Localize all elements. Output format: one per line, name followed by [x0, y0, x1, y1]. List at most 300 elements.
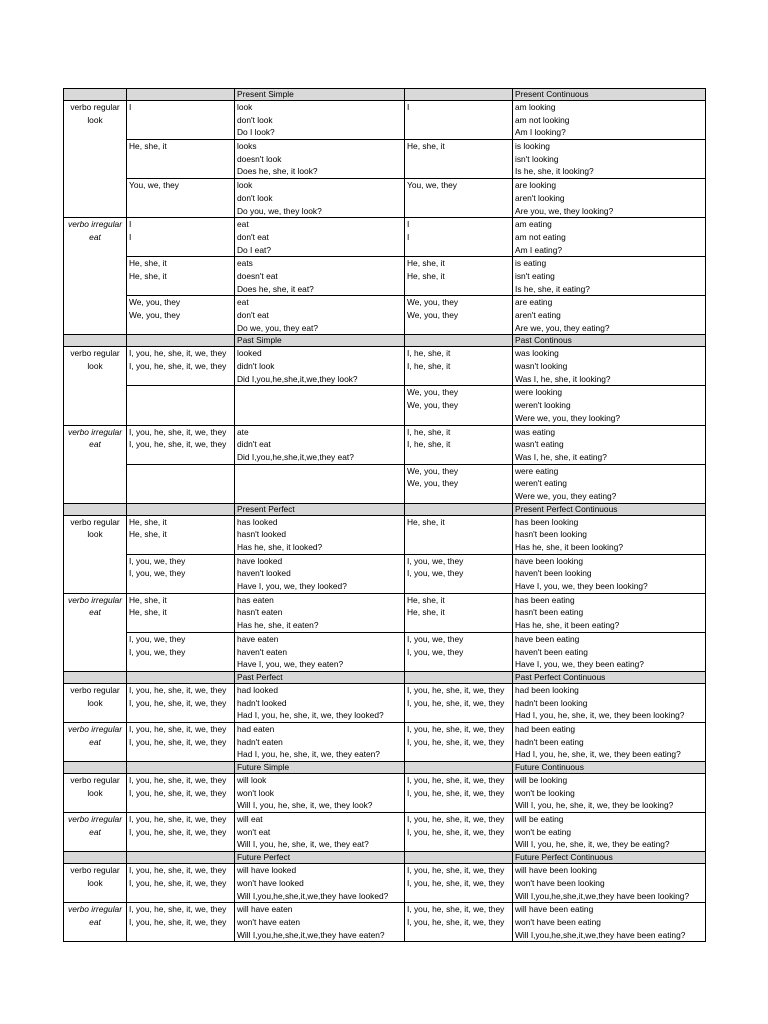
subject-line: I: [129, 219, 132, 230]
verb-type-label: verbo irregular: [68, 814, 122, 825]
subjects-cell: [405, 347, 513, 386]
subjects-cell: [405, 722, 513, 761]
forms-cell: [513, 683, 706, 722]
subjects-cell: [127, 632, 235, 671]
form-line: Is he, she, it eating?: [515, 283, 590, 294]
form-line: [237, 412, 404, 425]
form-line: hadn't been eating: [515, 736, 584, 747]
subjects-cell: [127, 593, 235, 632]
subjects-cell: [405, 864, 513, 903]
tense-heading-left: Future Simple: [235, 762, 405, 774]
subject-line: I, you, he, she, it, we, they: [407, 904, 505, 915]
form-line: Does he, she, it eat?: [237, 283, 314, 294]
verb-name-label: eat: [89, 736, 101, 747]
form-line: Has he, she, it eaten?: [237, 620, 319, 631]
verb-name-label: look: [87, 697, 103, 708]
form-line: has eaten: [237, 594, 274, 605]
conjugation-row: [64, 464, 706, 503]
conjugation-row: [64, 813, 706, 852]
form-line: looks: [237, 141, 257, 152]
form-line: won't be looking: [515, 787, 575, 798]
form-line: hasn't been looking: [515, 529, 587, 540]
forms-cell: [513, 464, 706, 503]
form-line: hasn't looked: [237, 529, 287, 540]
subject-line: I: [407, 102, 410, 112]
form-line: am not eating: [515, 231, 566, 242]
subject-line: He, she, it: [129, 607, 167, 618]
form-line: have looked: [237, 555, 283, 566]
form-line: won't have been eating: [515, 916, 601, 927]
header-blank: [127, 762, 235, 774]
subjects-cell: [127, 386, 235, 425]
form-line: won't have looked: [237, 877, 304, 888]
subjects-cell: [405, 632, 513, 671]
header-blank: [127, 852, 235, 864]
form-line: weren't eating: [515, 478, 567, 489]
subject-line: I, you, he, she, it, we, they: [129, 348, 227, 359]
form-line: have been looking: [515, 555, 583, 566]
subject-line: We, you, they: [407, 478, 459, 489]
forms-cell: [235, 257, 405, 296]
forms-cell: [235, 813, 405, 852]
header-blank: [64, 335, 127, 347]
form-line: Will I, you, he, she, it, we, they look?: [237, 800, 373, 811]
form-line: won't have been looking: [515, 877, 605, 888]
subject-line: I, you, he, she, it, we, they: [129, 426, 227, 437]
form-line: don't look: [237, 192, 273, 203]
forms-cell: [235, 179, 405, 218]
form-line: had eaten: [237, 723, 275, 734]
subject-line: I, you, he, she, it, we, they: [407, 697, 505, 708]
forms-cell: [513, 813, 706, 852]
form-line: Is he, she, it looking?: [515, 166, 594, 177]
form-line: Had I, you, he, she, it, we, they looked?: [237, 710, 384, 721]
form-line: [237, 465, 404, 478]
subjects-cell: [127, 864, 235, 903]
form-line: Do I eat?: [237, 244, 271, 255]
form-line: will be eating: [515, 814, 564, 825]
subject-line: I, you, he, she, it, we, they: [407, 865, 505, 876]
tense-table: [63, 88, 706, 942]
forms-cell: [513, 296, 706, 335]
subject-line: I, you, he, she, it, we, they: [129, 736, 227, 747]
form-line: Does he, she, it look?: [237, 166, 318, 177]
verb-label: [64, 774, 127, 813]
subjects-cell: [127, 903, 235, 942]
subject-line: I, you, he, she, it, we, they: [129, 787, 227, 798]
subjects-cell: [405, 140, 513, 179]
subject-line: I, you, he, she, it, we, they: [407, 775, 505, 785]
conjugation-row: [64, 593, 706, 632]
subject-line: I: [407, 231, 410, 242]
header-blank: [405, 671, 513, 683]
form-line: Had I, you, he, she, it, we, they been eating?: [515, 749, 681, 760]
subjects-cell: [127, 101, 235, 140]
form-line: were looking: [515, 387, 563, 398]
header-blank: [405, 89, 513, 101]
subject-line: He, she, it: [129, 594, 167, 605]
form-line: has been looking: [515, 516, 579, 527]
subject-line: [129, 114, 234, 127]
subjects-cell: [127, 683, 235, 722]
forms-cell: [513, 632, 706, 671]
forms-cell: [513, 554, 706, 593]
verb-label: [64, 903, 127, 942]
conjugation-row: [64, 864, 706, 903]
subject-line: You, we, they: [129, 180, 179, 191]
forms-cell: [513, 179, 706, 218]
subject-line: We, you, they: [407, 465, 459, 476]
header-blank: [405, 852, 513, 864]
subject-line: I, you, he, she, it, we, they: [129, 684, 227, 695]
verb-type-label: verbo irregular: [68, 219, 122, 230]
forms-cell: [513, 257, 706, 296]
tense-heading-right: Future Perfect Continuous: [513, 852, 706, 864]
subjects-cell: [405, 425, 513, 464]
form-line: [237, 399, 404, 412]
verb-name-label: eat: [89, 916, 101, 927]
forms-cell: [235, 864, 405, 903]
subjects-cell: [405, 257, 513, 296]
form-line: Was I, he, she, it looking?: [515, 373, 611, 384]
tense-heading-right: Present Continuous: [513, 89, 706, 101]
verb-type-label: verbo regular: [70, 348, 120, 359]
header-blank: [64, 89, 127, 101]
subject-line: [407, 153, 512, 166]
subjects-cell: [405, 218, 513, 257]
verb-label: [64, 864, 127, 903]
form-line: Did I,you,he,she,it,we,they eat?: [237, 451, 354, 462]
subject-line: We, you, they: [407, 400, 459, 411]
subjects-cell: [405, 813, 513, 852]
form-line: Had I, you, he, she, it, we, they been looking?: [515, 710, 685, 721]
form-line: Do you, we, they look?: [237, 205, 322, 216]
conjugation-row: [64, 774, 706, 813]
header-blank: [64, 762, 127, 774]
subject-line: [129, 153, 234, 166]
form-line: Was I, he, she, it eating?: [515, 451, 607, 462]
header-blank: [127, 335, 235, 347]
header-blank: [127, 89, 235, 101]
form-line: won't be eating: [515, 826, 572, 837]
form-line: Will I,you,he,she,it,we,they have eaten?: [237, 929, 385, 940]
form-line: am eating: [515, 219, 552, 230]
form-line: Has he, she, it been looking?: [515, 542, 624, 552]
form-line: eat: [237, 219, 249, 230]
conjugation-row: [64, 722, 706, 761]
subject-line: I, you, we, they: [129, 633, 186, 644]
form-line: Have I, you, we, they eaten?: [237, 659, 344, 670]
verb-label: [64, 593, 127, 671]
forms-cell: [235, 347, 405, 386]
form-line: aren't eating: [515, 310, 561, 320]
form-line: hadn't been looking: [515, 697, 588, 708]
forms-cell: [513, 425, 706, 464]
form-line: [237, 477, 404, 490]
form-line: Do we, you, they eat?: [237, 322, 319, 333]
form-line: is eating: [515, 258, 547, 269]
form-line: Were we, you, they eating?: [515, 490, 617, 501]
forms-cell: [235, 218, 405, 257]
form-line: will have been looking: [515, 865, 597, 876]
subject-line: [129, 192, 234, 205]
subject-line: I, you, we, they: [129, 568, 186, 579]
conjugation-row: [64, 257, 706, 296]
subject-line: I, you, he, she, it, we, they: [407, 826, 505, 837]
verb-label: [64, 722, 127, 761]
tense-heading-right: Past Continous: [513, 335, 706, 347]
forms-cell: [513, 903, 706, 942]
verb-label: [64, 515, 127, 593]
verb-label: [64, 101, 127, 218]
verb-type-label: verbo regular: [70, 865, 120, 876]
form-line: wasn't looking: [515, 361, 568, 372]
form-line: Had I, you, he, she, it, we, they eaten?: [237, 749, 380, 760]
verb-type-label: verbo irregular: [68, 426, 122, 437]
form-line: had been eating: [515, 723, 576, 734]
tense-header-row: [64, 89, 706, 101]
subject-line: I, you, he, she, it, we, they: [407, 877, 505, 888]
forms-cell: [235, 386, 405, 425]
subject-line: I, you, he, she, it, we, they: [407, 916, 505, 927]
form-line: ate: [237, 426, 249, 437]
subject-line: He, she, it: [407, 141, 445, 152]
subjects-cell: [405, 593, 513, 632]
subject-line: I, you, he, she, it, we, they: [407, 787, 505, 798]
tense-header-row: [64, 335, 706, 347]
conjugation-row: [64, 296, 706, 335]
form-line: will look: [237, 775, 267, 785]
subjects-cell: [127, 140, 235, 179]
verb-name-label: eat: [89, 826, 101, 837]
subject-line: I, you, we, they: [129, 555, 186, 566]
forms-cell: [513, 864, 706, 903]
conjugation-row: [64, 179, 706, 218]
subjects-cell: [127, 218, 235, 257]
form-line: had looked: [237, 684, 278, 695]
verb-name-label: look: [87, 877, 103, 888]
forms-cell: [513, 722, 706, 761]
form-line: Do I look?: [237, 127, 275, 138]
subjects-cell: [127, 347, 235, 386]
form-line: won't eat: [237, 826, 271, 837]
subjects-cell: [127, 296, 235, 335]
subject-line: I, he, she, it: [407, 439, 451, 450]
form-line: eats: [237, 258, 253, 269]
subjects-cell: [405, 903, 513, 942]
subject-line: He, she, it: [407, 270, 445, 281]
subject-line: I, you, he, she, it, we, they: [129, 775, 227, 785]
conjugation-row: [64, 903, 706, 942]
form-line: didn't look: [237, 361, 275, 372]
verb-type-label: verbo regular: [70, 516, 120, 527]
form-line: haven't been looking: [515, 568, 592, 579]
subject-line: He, she, it: [129, 258, 167, 269]
forms-cell: [235, 515, 405, 554]
form-line: will have been eating: [515, 904, 594, 915]
form-line: didn't eat: [237, 439, 271, 450]
subject-line: I, you, we, they: [129, 646, 186, 657]
verb-type-label: verbo irregular: [68, 594, 122, 605]
subject-line: We, you, they: [407, 387, 459, 398]
subject-line: I: [129, 231, 132, 242]
subject-line: [129, 386, 234, 399]
verb-label: [64, 347, 127, 425]
form-line: Did I,you,he,she,it,we,they look?: [237, 373, 358, 384]
form-line: Will I, you, he, she, it, we, they eat?: [237, 839, 369, 850]
form-line: isn't looking: [515, 153, 559, 164]
verb-type-label: verbo regular: [70, 775, 120, 785]
form-line: doesn't look: [237, 153, 282, 164]
form-line: Have I, you, we, they been looking?: [515, 581, 648, 592]
subject-line: I, you, he, she, it, we, they: [129, 697, 227, 708]
subject-line: I, you, we, they: [407, 633, 464, 644]
form-line: Will I,you,he,she,it,we,they have looked?: [237, 890, 389, 901]
tense-heading-right: Past Perfect Continuous: [513, 671, 706, 683]
subjects-cell: [127, 464, 235, 503]
form-line: isn't eating: [515, 270, 555, 281]
subject-line: He, she, it: [407, 607, 445, 618]
form-line: have been eating: [515, 633, 580, 644]
tense-heading-left: Present Perfect: [235, 503, 405, 515]
form-line: eat: [237, 297, 249, 308]
subjects-cell: [127, 813, 235, 852]
subject-line: He, she, it: [129, 516, 167, 527]
tense-header-row: [64, 671, 706, 683]
form-line: have eaten: [237, 633, 279, 644]
subjects-cell: [405, 386, 513, 425]
form-line: Will I,you,he,she,it,we,they have been looking?: [515, 890, 690, 901]
subject-line: I, he, she, it: [407, 361, 451, 372]
forms-cell: [235, 903, 405, 942]
forms-cell: [235, 296, 405, 335]
form-line: don't eat: [237, 310, 269, 320]
conjugation-row: [64, 425, 706, 464]
subject-line: I: [407, 219, 410, 230]
tense-heading-right: Future Continuous: [513, 762, 706, 774]
form-line: weren't looking: [515, 400, 571, 411]
forms-cell: [235, 632, 405, 671]
form-line: hasn't eaten: [237, 607, 283, 618]
subject-line: He, she, it: [407, 258, 445, 269]
subject-line: I, he, she, it: [407, 426, 451, 437]
verb-name-label: eat: [89, 439, 101, 450]
form-line: [237, 490, 404, 503]
form-line: Will I,you,he,she,it,we,they have been eating?: [515, 929, 686, 940]
subject-line: I, you, he, she, it, we, they: [407, 723, 505, 734]
form-line: Has he, she, it looked?: [237, 542, 323, 552]
subject-line: We, you, they: [407, 297, 459, 308]
form-line: hadn't looked: [237, 697, 287, 708]
subjects-cell: [127, 515, 235, 554]
subject-line: He, she, it: [129, 270, 167, 281]
form-line: has looked: [237, 516, 278, 527]
subjects-cell: [405, 101, 513, 140]
subject-line: I, you, we, they: [407, 568, 464, 579]
form-line: were eating: [515, 465, 559, 476]
header-blank: [127, 671, 235, 683]
form-line: won't have eaten: [237, 916, 301, 927]
form-line: am not looking: [515, 114, 570, 125]
forms-cell: [513, 593, 706, 632]
form-line: aren't looking: [515, 192, 565, 203]
form-line: was eating: [515, 426, 556, 437]
header-blank: [64, 852, 127, 864]
form-line: are eating: [515, 297, 553, 308]
form-line: has been eating: [515, 594, 575, 605]
header-blank: [405, 335, 513, 347]
subject-line: I, you, he, she, it, we, they: [129, 723, 227, 734]
form-line: won't look: [237, 787, 274, 798]
tense-heading-left: Present Simple: [235, 89, 405, 101]
subjects-cell: [127, 554, 235, 593]
subject-line: He, she, it: [129, 529, 167, 540]
forms-cell: [513, 774, 706, 813]
forms-cell: [235, 464, 405, 503]
tense-heading-left: Future Perfect: [235, 852, 405, 864]
subject-line: He, she, it: [129, 141, 167, 152]
form-line: are looking: [515, 180, 556, 191]
verb-type-label: verbo regular: [70, 102, 120, 112]
subjects-cell: [127, 425, 235, 464]
conjugation-row: [64, 632, 706, 671]
subject-line: [129, 399, 234, 412]
verb-name-label: look: [87, 529, 103, 540]
subject-line: We, you, they: [129, 297, 181, 308]
subject-line: I, you, he, she, it, we, they: [129, 814, 227, 825]
subjects-cell: [405, 179, 513, 218]
subject-line: [407, 528, 512, 541]
verb-name-label: look: [87, 787, 103, 798]
forms-cell: [235, 683, 405, 722]
verb-label: [64, 813, 127, 852]
subject-line: I, you, he, she, it, we, they: [129, 904, 227, 915]
tense-header-row: [64, 503, 706, 515]
subjects-cell: [405, 296, 513, 335]
forms-cell: [513, 218, 706, 257]
subjects-cell: [405, 554, 513, 593]
header-blank: [405, 503, 513, 515]
subjects-cell: [405, 774, 513, 813]
tense-header-row: [64, 852, 706, 864]
form-line: look: [237, 102, 253, 112]
subject-line: I, you, he, she, it, we, they: [407, 814, 505, 825]
forms-cell: [513, 140, 706, 179]
forms-cell: [513, 386, 706, 425]
form-line: Have I, you, we, they looked?: [237, 581, 347, 592]
verb-name-label: look: [87, 114, 103, 125]
subject-line: [407, 192, 512, 205]
subject-line: We, you, they: [129, 310, 181, 320]
conjugation-row: [64, 386, 706, 425]
verb-label: [64, 425, 127, 503]
forms-cell: [235, 101, 405, 140]
verb-type-label: verbo irregular: [68, 904, 122, 915]
forms-cell: [235, 425, 405, 464]
subject-line: I, you, he, she, it, we, they: [129, 916, 227, 927]
form-line: will eat: [237, 814, 263, 825]
subject-line: I: [129, 102, 132, 112]
form-line: had been looking: [515, 684, 579, 695]
form-line: looked: [237, 348, 262, 359]
subject-line: He, she, it: [407, 516, 445, 527]
header-blank: [64, 503, 127, 515]
form-line: Has he, she, it been eating?: [515, 620, 620, 631]
subjects-cell: [405, 515, 513, 554]
subject-line: I, you, we, they: [407, 646, 464, 657]
form-line: don't eat: [237, 231, 269, 242]
verb-name-label: eat: [89, 231, 101, 242]
